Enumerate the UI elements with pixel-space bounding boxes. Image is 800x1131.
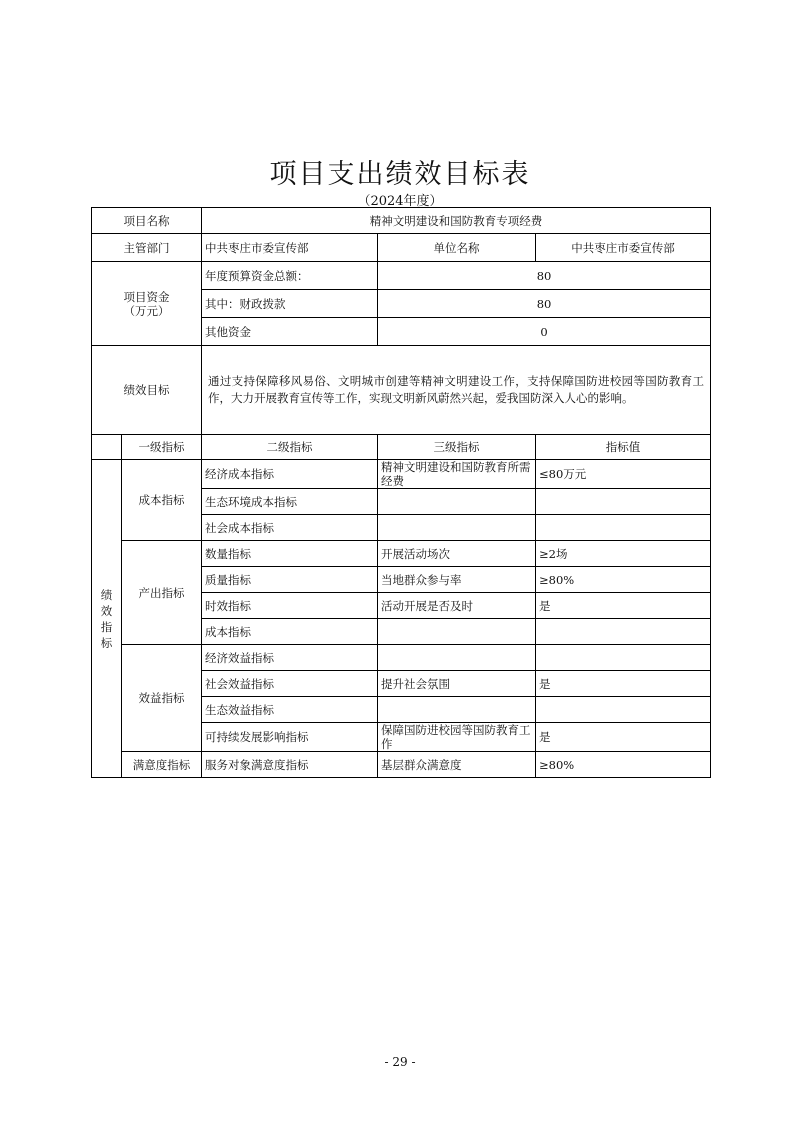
value-cell: 是 — [536, 671, 711, 697]
level3-cell — [378, 645, 536, 671]
unit-value: 中共枣庄市委宣传部 — [536, 234, 711, 262]
value-cell — [536, 489, 711, 515]
value-cell — [536, 645, 711, 671]
level3-cell: 开展活动场次 — [378, 541, 536, 567]
group-output: 产出指标 — [122, 541, 202, 645]
performance-table — [91, 207, 711, 778]
value-cell — [536, 515, 711, 541]
table-row — [92, 460, 711, 489]
table-row — [92, 234, 711, 262]
value-cell: ≥2场 — [536, 541, 711, 567]
value-cell — [536, 697, 711, 723]
level3-cell — [378, 619, 536, 645]
page-subtitle: （2024年度） — [357, 194, 443, 209]
project-name-value: 精神文明建设和国防教育专项经费 — [202, 208, 711, 234]
group-benefit: 效益指标 — [122, 645, 202, 752]
value-cell: ≥80% — [536, 752, 711, 778]
header-value: 指标值 — [536, 435, 711, 460]
level3-cell — [378, 697, 536, 723]
funds-label-line2: （万元） — [123, 303, 170, 318]
goal-label: 绩效目标 — [92, 346, 202, 435]
indicators-label-char: 标 — [100, 635, 113, 650]
level3-cell: 当地群众参与率 — [378, 567, 536, 593]
level2-cell: 数量指标 — [202, 541, 378, 567]
table-row — [92, 541, 711, 567]
table-row — [92, 208, 711, 234]
header-level2: 二级指标 — [202, 435, 378, 460]
level3-cell — [378, 515, 536, 541]
table-row — [92, 752, 711, 778]
header-blank — [92, 435, 122, 460]
value-cell: 是 — [536, 593, 711, 619]
dept-label: 主管部门 — [92, 234, 202, 262]
group-satisfaction: 满意度指标 — [122, 752, 202, 778]
project-name-label: 项目名称 — [92, 208, 202, 234]
level3-cell: 保障国防进校园等国防教育工作 — [378, 723, 536, 752]
header-level1: 一级指标 — [122, 435, 202, 460]
header-row — [92, 435, 711, 460]
funds-fiscal-value: 80 — [378, 290, 711, 318]
level3-cell: 活动开展是否及时 — [378, 593, 536, 619]
level2-cell: 生态环境成本指标 — [202, 489, 378, 515]
level3-cell: 精神文明建设和国防教育所需经费 — [378, 460, 536, 489]
level2-cell: 经济效益指标 — [202, 645, 378, 671]
level2-cell: 可持续发展影响指标 — [202, 723, 378, 752]
funds-total-value: 80 — [378, 262, 711, 290]
group-cost: 成本指标 — [122, 460, 202, 541]
funds-label-line1: 项目资金 — [123, 289, 170, 304]
table-row — [92, 346, 711, 435]
level2-cell: 社会效益指标 — [202, 671, 378, 697]
unit-label: 单位名称 — [378, 234, 536, 262]
level3-cell: 提升社会氛围 — [378, 671, 536, 697]
level2-cell: 时效指标 — [202, 593, 378, 619]
value-cell: 是 — [536, 723, 711, 752]
funds-other-label: 其他资金 — [202, 318, 378, 346]
funds-total-label: 年度预算资金总额： — [202, 262, 378, 290]
level3-cell — [378, 489, 536, 515]
table-row — [92, 645, 711, 671]
indicators-label — [92, 460, 122, 778]
page-number: - 29 - — [384, 1055, 416, 1069]
level2-cell: 经济成本指标 — [202, 460, 378, 489]
level2-cell: 服务对象满意度指标 — [202, 752, 378, 778]
level2-cell: 社会成本指标 — [202, 515, 378, 541]
funds-label — [92, 262, 202, 346]
goal-text: 通过支持保障移风易俗、文明城市创建等精神文明建设工作，支持保障国防进校园等国防教育工作，大力开展教育宣传等工作，实现文明新风蔚然兴起，爱我国防深入人心的影响。 — [202, 346, 711, 435]
table-row — [92, 262, 711, 290]
dept-value: 中共枣庄市委宣传部 — [202, 234, 378, 262]
value-cell — [536, 619, 711, 645]
value-cell: ≥80% — [536, 567, 711, 593]
page-title: 项目支出绩效目标表 — [269, 159, 531, 190]
level2-cell: 质量指标 — [202, 567, 378, 593]
level2-cell: 生态效益指标 — [202, 697, 378, 723]
value-cell: ≤80万元 — [536, 460, 711, 489]
indicators-label-char: 效 — [100, 603, 113, 618]
header-level3: 三级指标 — [378, 435, 536, 460]
level2-cell: 成本指标 — [202, 619, 378, 645]
indicators-label-char: 指 — [100, 619, 113, 634]
funds-fiscal-label: 其中：财政拨款 — [202, 290, 378, 318]
level3-cell: 基层群众满意度 — [378, 752, 536, 778]
indicators-label-char: 绩 — [100, 587, 113, 602]
funds-other-value: 0 — [378, 318, 711, 346]
